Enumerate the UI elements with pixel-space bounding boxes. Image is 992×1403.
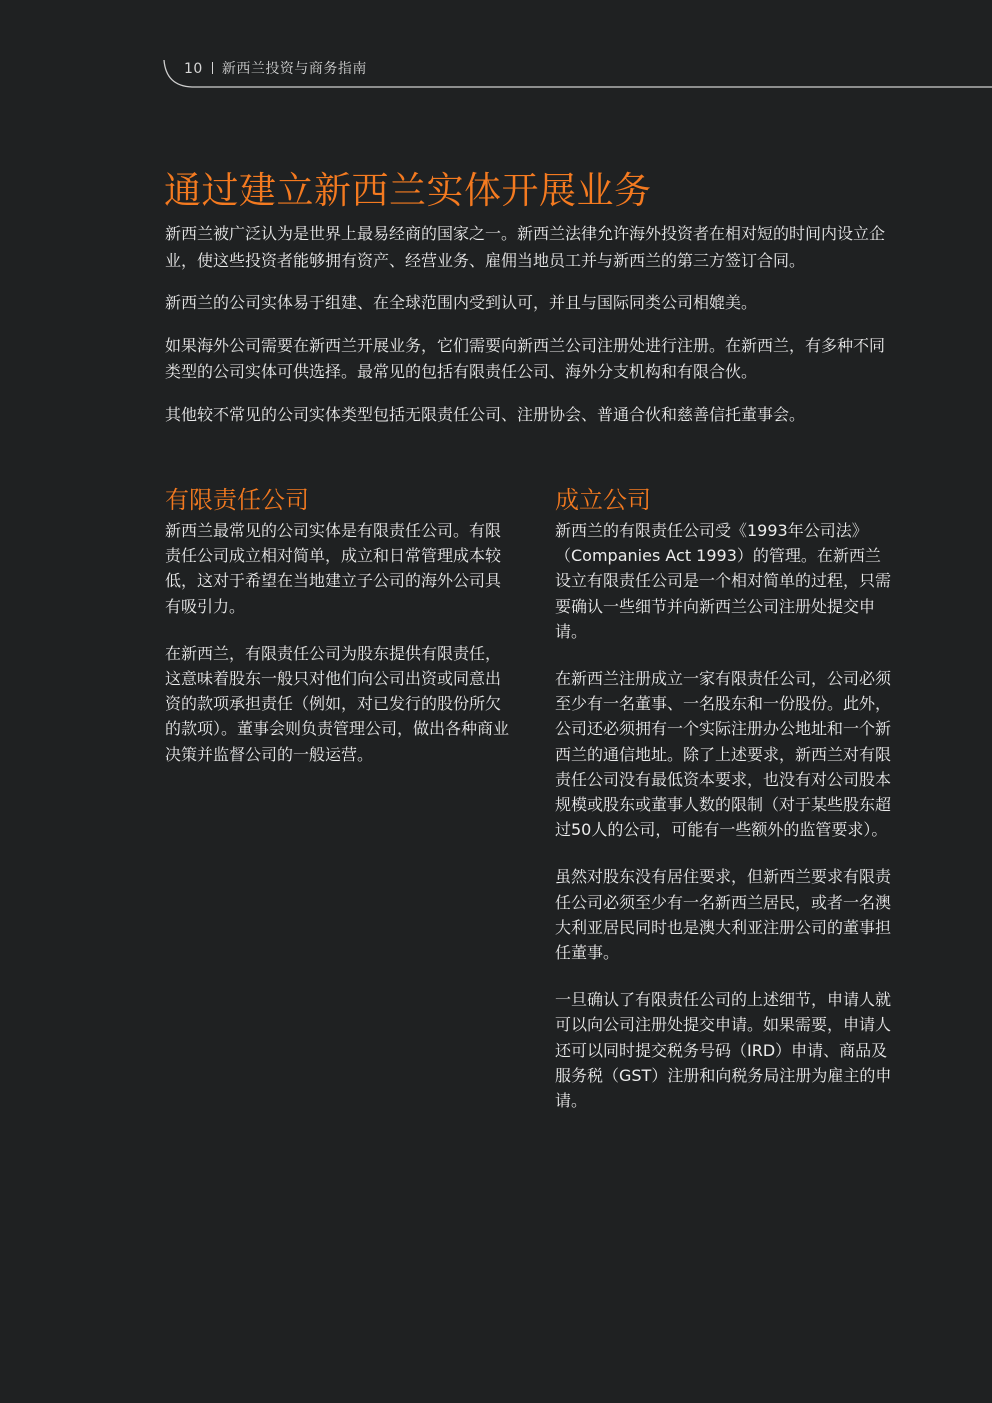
body-paragraph: 虽然对股东没有居住要求，但新西兰要求有限责任公司必须至少有一名新西兰居民，或者一名澳大利亚居民同时也是澳大利亚注册公司的董事担任董事。 [555,867,892,963]
page-number: 10 [184,61,203,77]
running-header [184,58,367,78]
page-title: 通过建立新西兰实体开展业务 [164,169,652,212]
body-paragraph: 在新西兰注册成立一家有限责任公司，公司必须至少有一名董事、一名股东和一份股份。此外，公司还必须拥有一个实际注册办公地址和一个新西兰的通信地址。除了上述要求，新西兰对有限责任公司没有最低资本要求，也没有对公司股本规模或股东或董事人数的限制（对于某些股东超过50人的公司，可能有一些额外的监管要求）。 [555,669,892,840]
section-heading: 有限责任公司 [165,486,309,514]
intro-paragraph: 新西兰被广泛认为是世界上最易经商的国家之一。新西兰法律允许海外投资者在相对短的时间内设立企业，使这些投资者能够拥有资产、经营业务、雇佣当地员工并与新西兰的第三方签订合同。 [165,224,886,270]
body-paragraph: 新西兰最常见的公司实体是有限责任公司。有限责任公司成立相对简单，成立和日常管理成本较低，这对于希望在当地建立子公司的海外公司具有吸引力。 [165,521,502,616]
header-separator [212,62,213,74]
section-heading: 成立公司 [555,486,651,514]
document-title: 新西兰投资与商务指南 [221,61,367,77]
intro-paragraph: 其他较不常见的公司实体类型包括无限责任公司、注册协会、普通合伙和慈善信托董事会。 [165,404,806,424]
intro-paragraph: 新西兰的公司实体易于组建、在全球范围内受到认可，并且与国际同类公司相媲美。 [165,293,758,312]
body-paragraph: 新西兰的有限责任公司受《1993年公司法》（Companies Act 1993）的管理。在新西兰设立有限责任公司是一个相对简单的过程，只需要确认一些细节并向新西兰公司注册处提交申请。 [555,521,892,641]
intro-section [165,221,895,444]
right-column [555,484,895,1135]
intro-paragraph: 如果海外公司需要在新西兰开展业务，它们需要向新西兰公司注册处进行注册。在新西兰，有多种不同类型的公司实体可供选择。最常见的包括有限责任公司、海外分支机构和有限合伙。 [165,335,886,381]
left-column [165,484,510,789]
body-paragraph: 一旦确认了有限责任公司的上述细节，申请人就可以向公司注册处提交申请。如果需要，申请人还可以同时提交税务号码（IRD）申请、商品及服务税（GST）注册和向税务局注册为雇主的申请。 [555,990,892,1111]
body-paragraph: 在新西兰，有限责任公司为股东提供有限责任，这意味着股东一般只对他们向公司出资或同意出资的款项承担责任（例如，对已发行的股份所欠的款项）。董事会则负责管理公司，做出各种商业决策并监督公司的一般运营。 [165,643,510,764]
